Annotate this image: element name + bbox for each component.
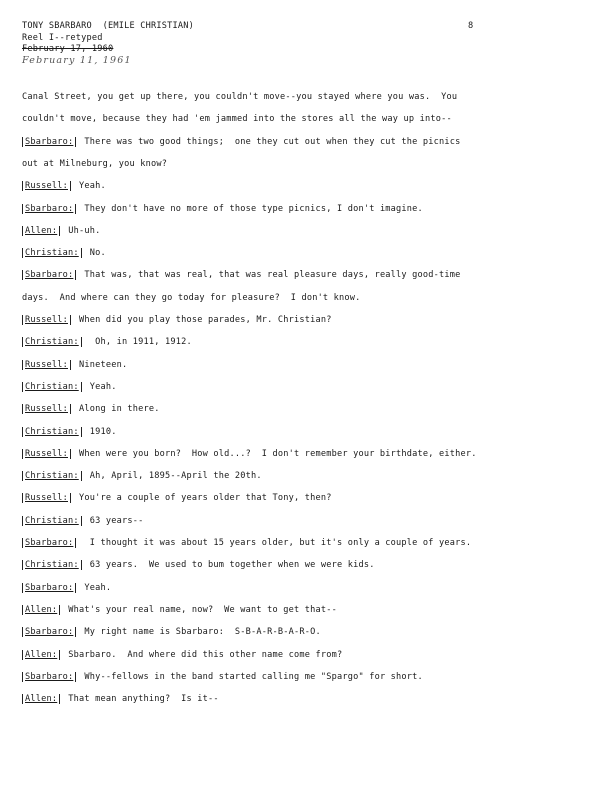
speaker-name: Sbarbaro:: [25, 582, 74, 593]
speaker-name: Christian:: [25, 515, 79, 526]
speaker-name: Sbarbaro:: [25, 136, 74, 147]
line-text: What's your real name, now? We want to get that--: [68, 604, 337, 615]
speaker-label: [22, 672, 76, 682]
transcript-line: [22, 627, 321, 637]
speaker-label: [22, 516, 82, 526]
speaker-name: Russell:: [25, 181, 68, 192]
line-text: 63 years--: [89, 515, 144, 526]
transcript-line: [22, 270, 461, 280]
transcript-line: [22, 114, 452, 124]
line-text: Nineteen.: [79, 359, 128, 370]
speaker-name: Russell:: [25, 359, 68, 370]
speaker-label: [22, 382, 82, 392]
line-text: I thought it was about 15 years older, but it's only a couple of years.: [84, 538, 472, 548]
speaker-label: [22, 181, 71, 191]
speaker-name: Christian:: [25, 381, 79, 392]
line-text: Uh-uh.: [68, 225, 101, 236]
transcript-line: [22, 538, 471, 548]
transcript-line: [22, 382, 117, 392]
speaker-name: Allen:: [25, 225, 58, 236]
line-text: Canal Street, you get up there, you couldn't move--you stayed where you was. You: [22, 92, 458, 102]
header-reel: Reel I--retyped: [22, 33, 103, 43]
line-text: No.: [89, 248, 106, 259]
speaker-label: [22, 248, 82, 258]
transcript-line: [22, 181, 106, 191]
speaker-name: Christian:: [25, 560, 79, 571]
transcript-line: [22, 427, 117, 437]
line-text: Sbarbaro. And where did this other name come from?: [68, 649, 343, 660]
speaker-label: [22, 204, 76, 214]
speaker-label: [22, 694, 60, 704]
line-text: couldn't move, because they had 'em jammed into the stores all the way up into--: [22, 114, 452, 125]
transcript-line: [22, 204, 423, 214]
transcript-line: [22, 315, 332, 325]
transcript-line: [22, 449, 477, 459]
transcript-line: [22, 360, 127, 370]
speaker-label: [22, 360, 71, 370]
speaker-label: [22, 427, 82, 437]
transcript-line: [22, 493, 332, 503]
line-text: Along in there.: [79, 404, 160, 415]
speaker-name: Russell:: [25, 404, 68, 415]
speaker-label: [22, 650, 60, 660]
speaker-label: [22, 560, 82, 570]
line-text: They don't have no more of those type picnics, I don't imagine.: [84, 203, 423, 214]
speaker-name: Sbarbaro:: [25, 203, 74, 214]
header-date-handwritten: February 11, 1961: [22, 55, 132, 66]
line-text: Oh, in 1911, 1912.: [89, 337, 192, 348]
transcript-line: [22, 471, 262, 481]
transcript-line: [22, 337, 192, 347]
line-text: You're a couple of years older that Tony, then?: [79, 493, 332, 504]
line-text: Why--fellows in the band started calling me "Spargo" for short.: [84, 671, 423, 682]
speaker-name: Sbarbaro:: [25, 627, 74, 638]
line-text: That was, that was real, that was real pleasure days, really good-time: [84, 270, 461, 281]
speaker-name: Christian:: [25, 248, 79, 259]
line-text: There was two good things; one they cut out when they cut the picnics: [84, 136, 461, 147]
transcript-line: [22, 605, 337, 615]
speaker-name: Sbarbaro:: [25, 270, 74, 281]
line-text: Yeah.: [79, 181, 106, 192]
transcript-line: [22, 92, 457, 102]
speaker-name: Russell:: [25, 448, 68, 459]
line-text: Yeah.: [84, 582, 112, 593]
transcript-line: [22, 159, 167, 169]
speaker-name: Russell:: [25, 315, 68, 325]
speaker-label: [22, 137, 76, 147]
speaker-name: Allen:: [25, 604, 58, 615]
speaker-name: Allen:: [25, 694, 58, 705]
speaker-label: [22, 315, 71, 325]
header-speakers: TONY SBARBARO (EMILE CHRISTIAN): [22, 21, 194, 31]
transcript-line: [22, 404, 160, 414]
speaker-name: Sbarbaro:: [25, 538, 74, 548]
speaker-label: [22, 627, 76, 637]
transcript-line: [22, 248, 106, 258]
speaker-name: Christian:: [25, 471, 79, 482]
line-text: Yeah.: [89, 381, 117, 392]
header-date-struck: February 17, 1960: [22, 44, 114, 54]
line-text: When did you play those parades, Mr. Christian?: [79, 315, 332, 325]
speaker-label: [22, 605, 60, 615]
line-text: That mean anything? Is it--: [68, 694, 219, 705]
speaker-name: Sbarbaro:: [25, 671, 74, 682]
speaker-label: [22, 337, 82, 347]
line-text: 63 years. We used to bum together when we were kids.: [89, 560, 375, 571]
line-text: out at Milneburg, you know?: [22, 158, 168, 169]
transcript-line: [22, 293, 361, 303]
speaker-label: [22, 404, 71, 414]
transcript-line: [22, 137, 461, 147]
speaker-label: [22, 493, 71, 503]
transcript-line: [22, 650, 342, 660]
speaker-name: Allen:: [25, 649, 58, 660]
speaker-label: [22, 226, 60, 236]
page-number: 8: [468, 21, 474, 31]
speaker-label: [22, 270, 76, 280]
transcript-line: [22, 560, 375, 570]
speaker-name: Christian:: [25, 337, 79, 348]
speaker-label: [22, 583, 76, 593]
line-text: When were you born? How old...? I don't remember your birthdate, either.: [79, 448, 477, 459]
line-text: Ah, April, 1895--April the 20th.: [89, 471, 262, 482]
speaker-label: [22, 449, 71, 459]
speaker-name: Christian:: [25, 426, 79, 437]
transcript-line: [22, 516, 144, 526]
transcript-line: [22, 226, 101, 236]
transcript-line: [22, 583, 111, 593]
speaker-label: [22, 538, 76, 548]
speaker-label: [22, 471, 82, 481]
transcript-line: [22, 694, 219, 704]
speaker-name: Russell:: [25, 493, 68, 504]
line-text: days. And where can they go today for pleasure? I don't know.: [22, 292, 361, 303]
line-text: My right name is Sbarbaro: S-B-A-R-B-A-R-O.: [84, 627, 321, 638]
transcript-line: [22, 672, 423, 682]
line-text: 1910.: [89, 426, 117, 437]
